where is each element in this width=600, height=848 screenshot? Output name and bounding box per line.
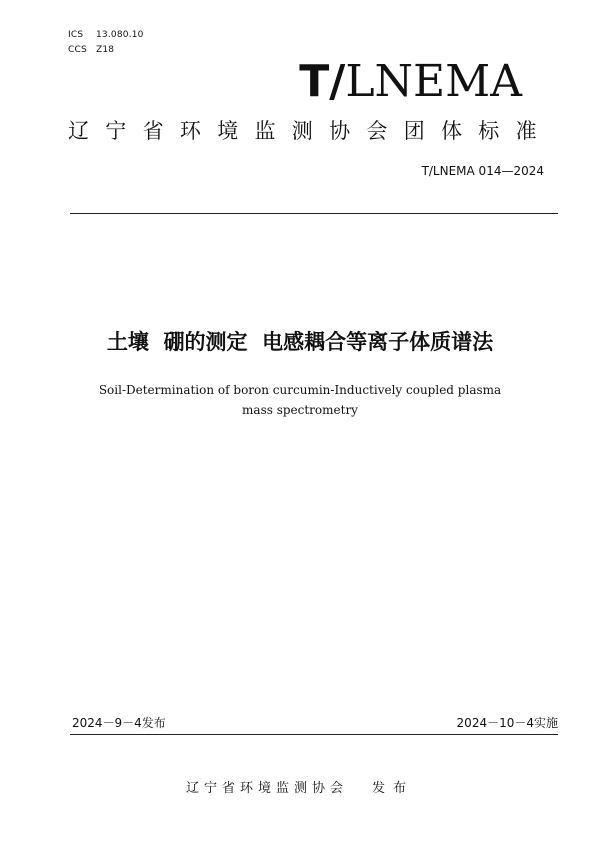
code-suffix: LNEMA xyxy=(345,56,522,107)
ics-code xyxy=(68,30,144,40)
title-chinese: 土壤 硼的测定 电感耦合等离子体质谱法 xyxy=(106,330,494,354)
standard-number: T/LNEMA 014—2024 xyxy=(421,164,544,178)
standard-code-logo xyxy=(299,56,522,107)
publish-action: 发布 xyxy=(372,781,415,796)
implementation-date: 2024－10－4实施 xyxy=(456,716,558,730)
org-standard-name: 辽宁省环境监测协会团体标准 xyxy=(68,119,553,143)
title-english: Soil-Determination of boron curcumin-Inductively coupled plasma mass spectrometry xyxy=(98,383,502,417)
code-prefix: T/ xyxy=(299,56,346,107)
publisher-org: 辽宁省环境监测协会 xyxy=(185,781,348,796)
footer-divider xyxy=(70,734,558,735)
ccs-code xyxy=(68,45,114,55)
ics-label: ICS xyxy=(68,30,84,40)
issue-date: 2024－9－4发布 xyxy=(72,716,166,730)
ccs-value: Z18 xyxy=(96,45,115,55)
ics-value: 13.080.10 xyxy=(96,30,144,40)
ccs-label: CCS xyxy=(68,45,87,55)
header-divider xyxy=(70,213,558,214)
publisher-line xyxy=(0,777,600,796)
